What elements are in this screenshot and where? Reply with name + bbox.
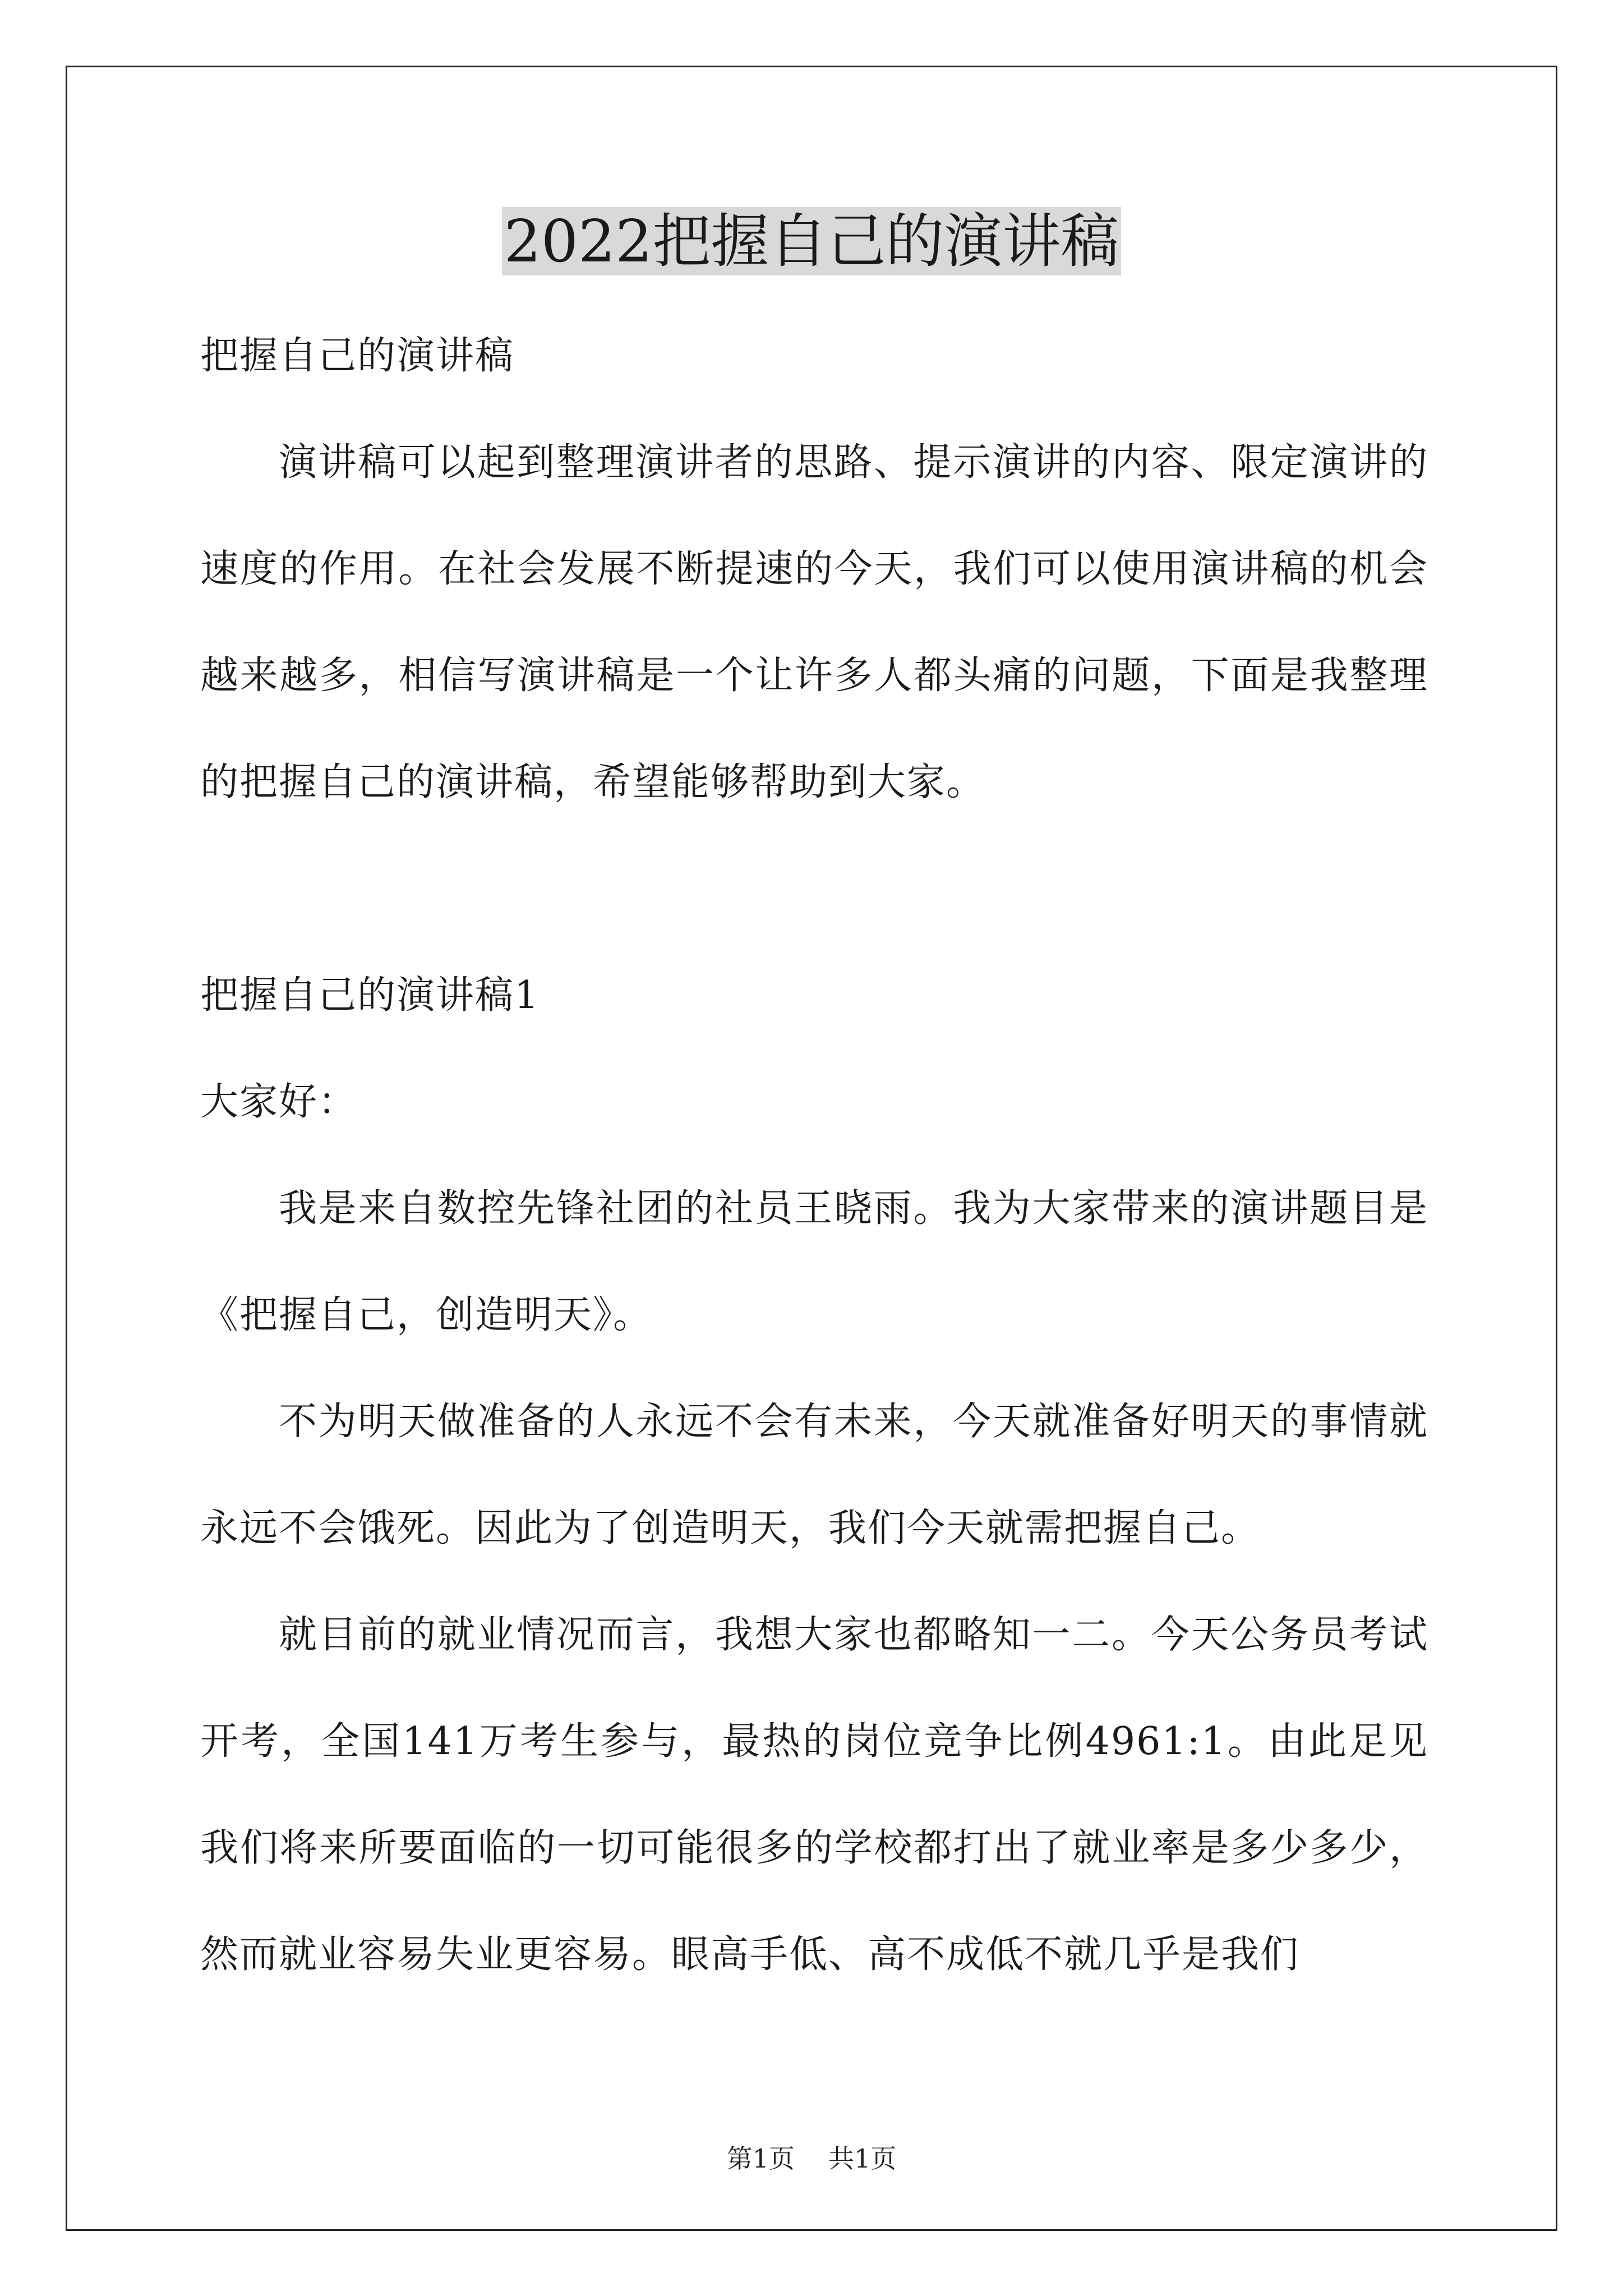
document-title — [0, 202, 1623, 280]
subtitle-paragraph: 把握自己的演讲稿 — [200, 334, 515, 378]
document-title-text: 2022把握自己的演讲稿 — [502, 207, 1122, 275]
page-footer — [0, 2142, 1623, 2175]
greeting-paragraph: 大家好： — [200, 1080, 358, 1124]
section-heading: 把握自己的演讲稿1 — [200, 973, 540, 1018]
body-paragraph: 我是来自数控先锋社团的社员王晓雨。我为大家带来的演讲题目是《把握自己，创造明天》。 — [200, 1186, 1428, 1337]
page-number: 第1页 — [726, 2143, 795, 2174]
document-body — [200, 303, 1428, 2008]
body-paragraph: 就目前的就业情况而言，我想大家也都略知一二。今天公务员考试开考，全国141万考生参与，最热的岗位竞争比例4961:1。由此足见我们将来所要面临的一切可能很多的学校都打出了就业率是多少多少，然而就业容易失业更容易。眼高手低、高不成低不就几乎是我们 — [200, 1613, 1428, 1977]
page-total: 共1页 — [828, 2143, 897, 2174]
intro-paragraph: 演讲稿可以起到整理演讲者的思路、提示演讲的内容、限定演讲的速度的作用。在社会发展不断提速的今天，我们可以使用演讲稿的机会越来越多，相信写演讲稿是一个让许多人都头痛的问题，下面是我整理的把握自己的演讲稿，希望能够帮助到大家。 — [200, 440, 1428, 804]
body-paragraph: 不为明天做准备的人永远不会有未来，今天就准备好明天的事情就永远不会饿死。因此为了创造明天，我们今天就需把握自己。 — [200, 1400, 1428, 1550]
